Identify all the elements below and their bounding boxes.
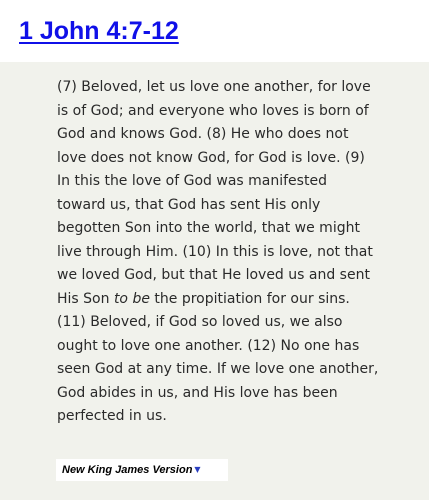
triangle-down-icon[interactable]: ▼ [194, 465, 201, 474]
passage-text-italic: to be [113, 290, 150, 307]
header [0, 0, 429, 62]
passage-text [57, 76, 379, 429]
version-label: New King James Version [62, 464, 193, 476]
passage-reference-link[interactable]: 1 John 4:7-12 [19, 17, 179, 45]
passage-text-part-2: the propitiation for our sins. (11) Beloved, if God so loved us, we also ought to love one another. (12) No one has seen God at any time. If we love one another, God abides in us, and His love has been perfected in us. [57, 290, 379, 424]
version-selector[interactable] [56, 459, 228, 481]
passage-text-part-1: (7) Beloved, let us love one another, for love is of God; and everyone who loves is born of God and knows God. (8) He who does not love does not know God, for God is love. (9) In this the love of God was manifested toward us, that God has sent His only begotten Son into the world, that we might live through Him. (10) In this is love, not that we loved God, but that He loved us and sent His Son [57, 79, 373, 307]
